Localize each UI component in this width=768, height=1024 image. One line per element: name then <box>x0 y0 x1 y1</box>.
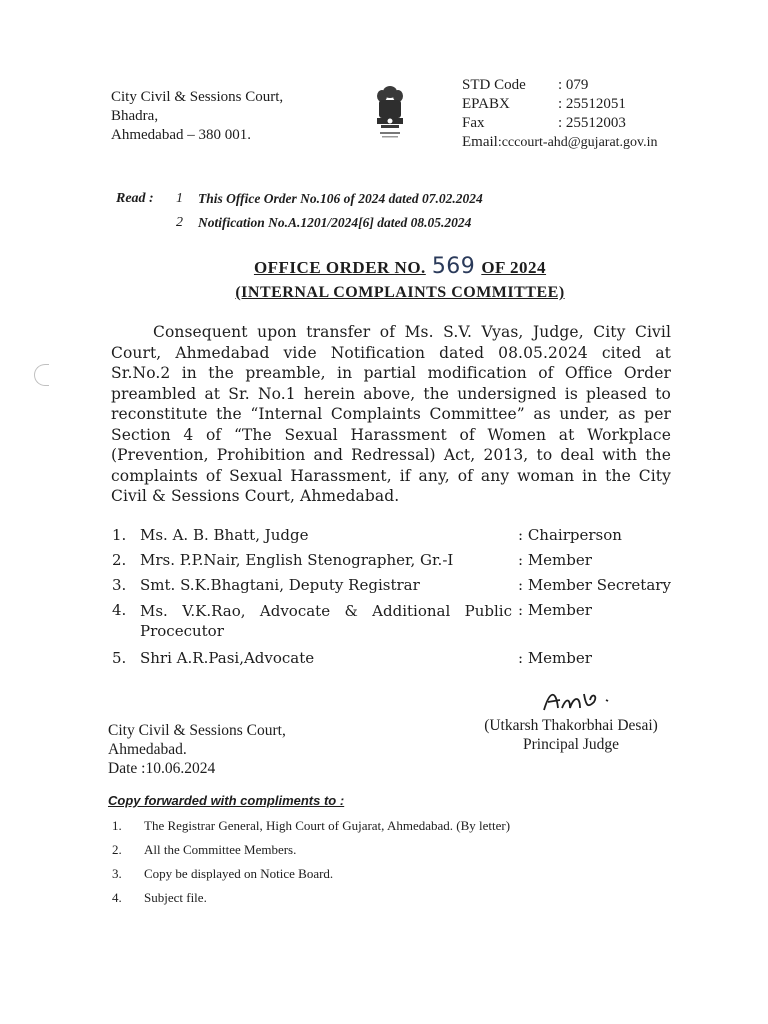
member-role: : Chairperson <box>518 526 622 544</box>
order-suffix: OF 2024 <box>481 258 547 277</box>
member-name: Smt. S.K.Bhagtani, Deputy Registrar <box>140 576 420 594</box>
copy-forwarded-heading: Copy forwarded with compliments to : <box>108 793 345 808</box>
contact-label: STD Code <box>462 77 526 93</box>
copy-item-number: 1. <box>112 818 122 833</box>
signatory-designation: Principal Judge <box>523 736 619 753</box>
copy-item-text: The Registrar General, High Court of Gujarat, Ahmedabad. (By letter) <box>144 818 511 833</box>
contact-label: Email <box>462 134 498 150</box>
copy-recipients-list <box>112 818 510 914</box>
copy-item <box>112 818 510 842</box>
email-link[interactable]: :cccourt-ahd@gujarat.gov.in <box>497 135 658 150</box>
signatory-block <box>466 716 676 754</box>
contact-row <box>462 76 658 95</box>
contact-value: : 079 <box>558 77 589 93</box>
read-item-text: Notification No.A.1201/2024[6] dated 08.05.2024 <box>198 215 472 230</box>
member-name: Ms. A. B. Bhatt, Judge <box>140 526 309 544</box>
footer-date: Date :10.06.2024 <box>108 760 216 777</box>
copy-item-number: 4. <box>112 890 122 905</box>
order-prefix: OFFICE ORDER NO. <box>253 258 426 277</box>
copy-item-number: 3. <box>112 866 122 881</box>
punch-hole-mark <box>34 364 49 386</box>
contact-row <box>462 95 658 114</box>
member-role: : Member <box>518 551 592 569</box>
contact-label: EPABX <box>462 96 510 112</box>
address-line: Bhadra, <box>111 108 159 124</box>
contact-info <box>462 76 658 152</box>
member-name: Ms. V.K.Rao, Advocate & Additional Public Procecutor <box>140 602 512 640</box>
read-label: Read : <box>116 191 154 206</box>
member-role: : Member <box>518 649 592 667</box>
contact-row <box>462 133 658 152</box>
read-item-number: 2 <box>176 215 183 230</box>
member-role: : Member <box>518 601 592 619</box>
order-body-paragraph: Consequent upon transfer of Ms. S.V. Vyas, Judge, City Civil Court, Ahmedabad vide Notification dated 08.05.2024 cited at Sr.No.2 in the preamble, in partial modification of Office Order preambled at Sr. No.1 herein above, the undersigned is pleased to reconstitute the “Internal Complaints Committee” as under, as per Section 4 of “The Sexual Harassment of Women at Workplace (Prevention, Prohibition and Redressal) Act, 2013, to deal with the complaints of Sexual Harassment, if any, of any woman in the City Civil & Sessions Court, Ahmedabad. <box>111 323 671 505</box>
signatory-name: (Utkarsh Thakorbhai Desai) <box>484 717 658 734</box>
contact-label: Fax <box>462 115 485 131</box>
read-item <box>116 187 483 211</box>
order-subtitle: (INTERNAL COMPLAINTS COMMITTEE) <box>235 284 565 301</box>
read-item <box>116 211 483 235</box>
member-number: 4. <box>112 601 127 619</box>
member-number: 5. <box>112 649 127 667</box>
contact-value: : 25512051 <box>558 96 626 112</box>
copy-item <box>112 866 510 890</box>
member-name: Shri A.R.Pasi,Advocate <box>140 649 315 667</box>
member-number: 1. <box>112 526 127 544</box>
footer-line: City Civil & Sessions Court, <box>108 722 286 739</box>
footer-address <box>108 721 286 778</box>
copy-item-text: Copy be displayed on Notice Board. <box>144 866 334 881</box>
copy-item-text: Subject file. <box>144 890 207 905</box>
order-title <box>0 254 768 279</box>
footer-line: Ahmedabad. <box>108 741 187 758</box>
contact-value: : 25512003 <box>558 115 626 131</box>
contact-row <box>462 114 658 133</box>
member-role: : Member Secretary <box>518 576 671 594</box>
member-number: 2. <box>112 551 127 569</box>
copy-item-number: 2. <box>112 842 122 857</box>
address-line: Ahmedabad – 380 001. <box>111 127 251 143</box>
read-item-number: 1 <box>176 191 183 206</box>
read-references <box>116 187 483 235</box>
read-item-text: This Office Order No.106 of 2024 dated 07.02.2024 <box>198 191 483 206</box>
state-emblem-icon <box>372 84 408 144</box>
copy-item <box>112 842 510 866</box>
signature-icon <box>540 686 640 716</box>
address-line: City Civil & Sessions Court, <box>111 89 284 105</box>
copy-item <box>112 890 510 914</box>
member-number: 3. <box>112 576 127 594</box>
court-address <box>111 88 283 145</box>
member-name: Mrs. P.P.Nair, English Stenographer, Gr.-I <box>140 551 454 569</box>
copy-item-text: All the Committee Members. <box>144 842 297 857</box>
order-number: 569 <box>431 254 476 279</box>
